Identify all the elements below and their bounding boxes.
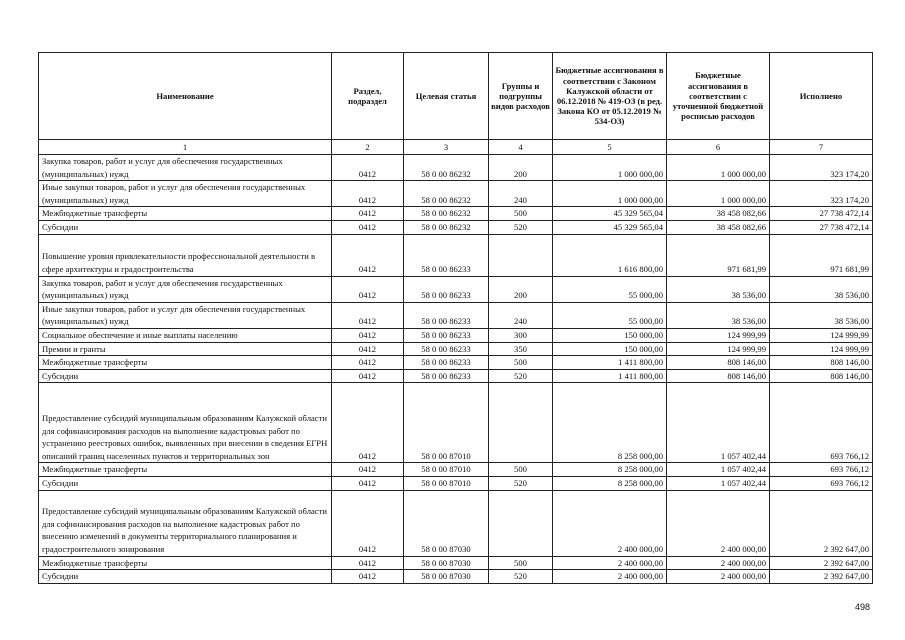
row-executed-amount: 323 174,20 — [770, 181, 873, 207]
row-law-amount: 150 000,00 — [553, 328, 667, 342]
budget-execution-table — [38, 52, 873, 584]
table-row — [39, 342, 873, 356]
row-expense-group: 500 — [489, 207, 553, 221]
header-executed: Исполнено — [770, 53, 873, 140]
row-expense-group: 200 — [489, 276, 553, 302]
row-name: Социальное обеспечение и иные выплаты населению — [39, 328, 332, 342]
row-executed-amount: 2 392 647,00 — [770, 570, 873, 584]
row-law-amount: 2 400 000,00 — [553, 570, 667, 584]
table-row — [39, 476, 873, 490]
row-law-amount: 1 411 800,00 — [553, 369, 667, 383]
row-section-code: 0412 — [332, 207, 404, 221]
table-row — [39, 463, 873, 477]
row-law-amount: 8 258 000,00 — [553, 476, 667, 490]
table-row — [39, 328, 873, 342]
row-refined-amount: 971 681,99 — [667, 234, 770, 276]
row-target-article: 58 0 00 86233 — [404, 276, 489, 302]
row-target-article: 58 0 00 86233 — [404, 302, 489, 328]
row-expense-group: 300 — [489, 328, 553, 342]
row-target-article: 58 0 00 86232 — [404, 181, 489, 207]
row-name: Иные закупки товаров, работ и услуг для обеспечения государственных (муниципальных) нужд — [39, 181, 332, 207]
table-row — [39, 556, 873, 570]
row-name: Субсидии — [39, 570, 332, 584]
column-number: 6 — [667, 140, 770, 155]
row-refined-amount: 124 999,99 — [667, 328, 770, 342]
row-section-code: 0412 — [332, 328, 404, 342]
page-number: 498 — [855, 602, 871, 612]
table-row — [39, 302, 873, 328]
row-target-article: 58 0 00 87030 — [404, 490, 489, 556]
row-section-code: 0412 — [332, 476, 404, 490]
row-executed-amount: 971 681,99 — [770, 234, 873, 276]
row-refined-amount: 1 057 402,44 — [667, 476, 770, 490]
table-row — [39, 356, 873, 370]
row-law-amount: 1 411 800,00 — [553, 356, 667, 370]
row-law-amount: 45 329 565,04 — [553, 220, 667, 234]
row-section-code: 0412 — [332, 383, 404, 463]
row-target-article: 58 0 00 86233 — [404, 342, 489, 356]
row-refined-amount: 1 000 000,00 — [667, 181, 770, 207]
column-number: 7 — [770, 140, 873, 155]
row-expense-group: 200 — [489, 155, 553, 181]
row-executed-amount: 2 392 647,00 — [770, 556, 873, 570]
row-section-code: 0412 — [332, 356, 404, 370]
row-law-amount: 2 400 000,00 — [553, 490, 667, 556]
row-target-article: 58 0 00 87030 — [404, 570, 489, 584]
row-target-article: 58 0 00 87010 — [404, 463, 489, 477]
row-expense-group: 520 — [489, 220, 553, 234]
row-refined-amount: 2 400 000,00 — [667, 570, 770, 584]
column-number: 4 — [489, 140, 553, 155]
row-target-article: 58 0 00 86232 — [404, 220, 489, 234]
row-name: Субсидии — [39, 476, 332, 490]
table-row — [39, 490, 873, 556]
row-law-amount: 55 000,00 — [553, 276, 667, 302]
row-refined-amount: 124 999,99 — [667, 342, 770, 356]
header-name: Наименование — [39, 53, 332, 140]
row-name: Межбюджетные трансферты — [39, 463, 332, 477]
row-expense-group — [489, 490, 553, 556]
row-executed-amount: 27 738 472,14 — [770, 207, 873, 221]
row-expense-group — [489, 234, 553, 276]
row-executed-amount: 693 766,12 — [770, 383, 873, 463]
row-name: Предоставление субсидий муниципальным образованиям Калужской области для софинансирования расходов на выполнение кадастровых работ по внесению изменений в документы территориального планирования и градостроительного зонирования — [39, 490, 332, 556]
table-row — [39, 276, 873, 302]
row-law-amount: 1 616 800,00 — [553, 234, 667, 276]
row-section-code: 0412 — [332, 490, 404, 556]
row-executed-amount: 38 536,00 — [770, 302, 873, 328]
row-refined-amount: 2 400 000,00 — [667, 490, 770, 556]
row-law-amount: 2 400 000,00 — [553, 556, 667, 570]
row-target-article: 58 0 00 86233 — [404, 234, 489, 276]
row-expense-group: 500 — [489, 556, 553, 570]
column-number: 3 — [404, 140, 489, 155]
row-name: Иные закупки товаров, работ и услуг для обеспечения государственных (муниципальных) нужд — [39, 302, 332, 328]
row-target-article: 58 0 00 87010 — [404, 383, 489, 463]
table-row — [39, 570, 873, 584]
row-expense-group: 500 — [489, 356, 553, 370]
row-executed-amount: 38 536,00 — [770, 276, 873, 302]
header-refined-allocations: Бюджетные ассигнования в соответствии с уточненной бюджетной росписью расходов — [667, 53, 770, 140]
table-row — [39, 155, 873, 181]
row-expense-group: 520 — [489, 570, 553, 584]
row-executed-amount: 124 999,99 — [770, 328, 873, 342]
row-law-amount: 45 329 565,04 — [553, 207, 667, 221]
row-refined-amount: 38 458 082,66 — [667, 207, 770, 221]
row-target-article: 58 0 00 86233 — [404, 369, 489, 383]
row-expense-group: 240 — [489, 302, 553, 328]
column-number: 5 — [553, 140, 667, 155]
row-expense-group — [489, 383, 553, 463]
header-target-article: Целевая статья — [404, 53, 489, 140]
row-name: Закупка товаров, работ и услуг для обеспечения государственных (муниципальных) нужд — [39, 155, 332, 181]
row-target-article: 58 0 00 87010 — [404, 476, 489, 490]
row-target-article: 58 0 00 86233 — [404, 328, 489, 342]
row-name: Закупка товаров, работ и услуг для обеспечения государственных (муниципальных) нужд — [39, 276, 332, 302]
header-expense-group: Группы и подгруппы видов расходов — [489, 53, 553, 140]
row-expense-group: 500 — [489, 463, 553, 477]
row-law-amount: 1 000 000,00 — [553, 181, 667, 207]
row-section-code: 0412 — [332, 155, 404, 181]
row-section-code: 0412 — [332, 234, 404, 276]
table-row — [39, 207, 873, 221]
row-section-code: 0412 — [332, 181, 404, 207]
row-name: Повышение уровня привлекательности профессиональной деятельности в сфере архитектуры и градостроительства — [39, 234, 332, 276]
row-refined-amount: 38 536,00 — [667, 276, 770, 302]
row-name: Межбюджетные трансферты — [39, 207, 332, 221]
row-section-code: 0412 — [332, 342, 404, 356]
row-refined-amount: 1 057 402,44 — [667, 463, 770, 477]
row-target-article: 58 0 00 87030 — [404, 556, 489, 570]
row-law-amount: 8 258 000,00 — [553, 463, 667, 477]
row-law-amount: 150 000,00 — [553, 342, 667, 356]
row-target-article: 58 0 00 86232 — [404, 207, 489, 221]
row-executed-amount: 27 738 472,14 — [770, 220, 873, 234]
row-law-amount: 55 000,00 — [553, 302, 667, 328]
row-target-article: 58 0 00 86232 — [404, 155, 489, 181]
row-section-code: 0412 — [332, 556, 404, 570]
table-row — [39, 234, 873, 276]
header-law-allocations: Бюджетные ассигнования в соответствии с Законом Калужской области от 06.12.2018 № 419-ОЗ (в ред. Закона КО от 05.12.2019 № 534-ОЗ) — [553, 53, 667, 140]
row-name: Межбюджетные трансферты — [39, 556, 332, 570]
row-name: Межбюджетные трансферты — [39, 356, 332, 370]
row-executed-amount: 323 174,20 — [770, 155, 873, 181]
row-section-code: 0412 — [332, 369, 404, 383]
row-expense-group: 520 — [489, 476, 553, 490]
row-expense-group: 350 — [489, 342, 553, 356]
header-row — [39, 53, 873, 140]
table-row — [39, 220, 873, 234]
row-executed-amount: 808 146,00 — [770, 356, 873, 370]
row-expense-group: 520 — [489, 369, 553, 383]
row-name: Субсидии — [39, 369, 332, 383]
row-expense-group: 240 — [489, 181, 553, 207]
table-row — [39, 383, 873, 463]
row-refined-amount: 38 458 082,66 — [667, 220, 770, 234]
row-name: Субсидии — [39, 220, 332, 234]
row-refined-amount: 38 536,00 — [667, 302, 770, 328]
row-refined-amount: 1 057 402,44 — [667, 383, 770, 463]
table-body — [39, 155, 873, 584]
table-row — [39, 181, 873, 207]
row-executed-amount: 808 146,00 — [770, 369, 873, 383]
row-name: Предоставление субсидий муниципальным образованиям Калужской области для софинансирования расходов на выполнение кадастровых работ по устранению реестровых ошибок, выявленных при внесении в сведения ЕГРН описаний границ населенных пунктов и территориальных зон — [39, 383, 332, 463]
row-refined-amount: 808 146,00 — [667, 369, 770, 383]
row-section-code: 0412 — [332, 570, 404, 584]
row-section-code: 0412 — [332, 463, 404, 477]
row-section-code: 0412 — [332, 276, 404, 302]
row-executed-amount: 2 392 647,00 — [770, 490, 873, 556]
row-section-code: 0412 — [332, 220, 404, 234]
row-law-amount: 1 000 000,00 — [553, 155, 667, 181]
row-refined-amount: 808 146,00 — [667, 356, 770, 370]
row-refined-amount: 1 000 000,00 — [667, 155, 770, 181]
row-target-article: 58 0 00 86233 — [404, 356, 489, 370]
column-number-row — [39, 140, 873, 155]
header-section: Раздел, подраздел — [332, 53, 404, 140]
column-number: 2 — [332, 140, 404, 155]
row-executed-amount: 693 766,12 — [770, 463, 873, 477]
table-row — [39, 369, 873, 383]
row-executed-amount: 693 766,12 — [770, 476, 873, 490]
row-name: Премии и гранты — [39, 342, 332, 356]
row-law-amount: 8 258 000,00 — [553, 383, 667, 463]
row-executed-amount: 124 999,99 — [770, 342, 873, 356]
column-number: 1 — [39, 140, 332, 155]
row-section-code: 0412 — [332, 302, 404, 328]
row-refined-amount: 2 400 000,00 — [667, 556, 770, 570]
